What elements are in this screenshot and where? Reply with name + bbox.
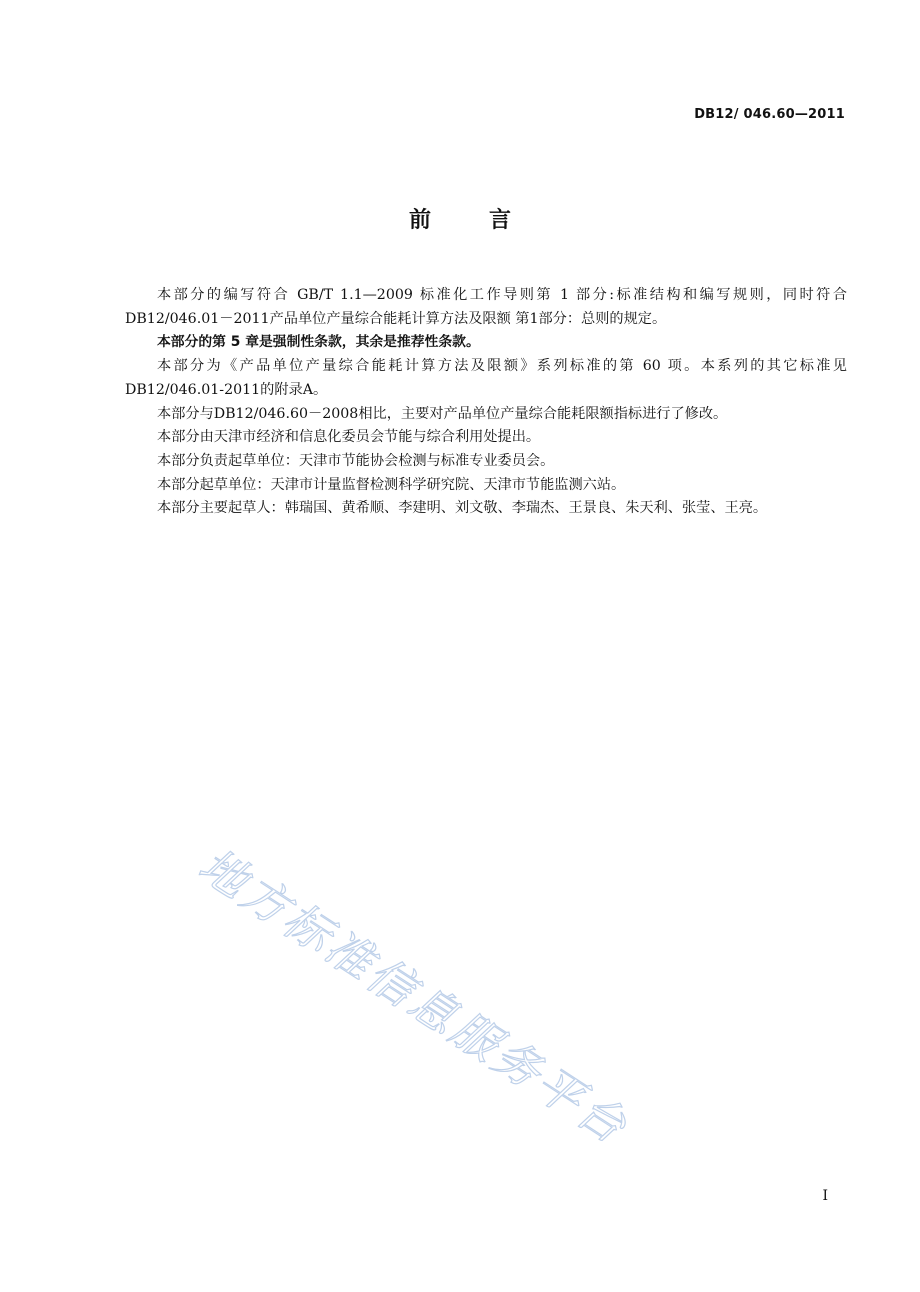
watermark: 地方标准信息服务平台 — [189, 837, 639, 1156]
paragraph-responsible-unit: 本部分负责起草单位：天津市节能协会检测与标准专业委员会。 — [157, 452, 555, 469]
paragraph-drafting-rules: 本部分的编写符合 GB/T 1.1—2009 标准化工作导则第 1 部分:标准结构和编写规则，同时符合DB12/046.01－2011产品单位产量综合能耗计算方法及限额 第1部分：总则的规定。 — [125, 287, 847, 327]
paragraph-mandatory-clause: 本部分的第 5 章是强制性条款，其余是推荐性条款。 — [157, 334, 480, 351]
paragraph-proposer: 本部分由天津市经济和信息化委员会节能与综合利用处提出。 — [157, 429, 541, 446]
document-code: DB12/ 046.60—2011 — [694, 107, 845, 122]
foreword-body — [125, 284, 847, 521]
title-char-1: 前 — [408, 208, 431, 233]
page-title — [0, 203, 920, 234]
paragraph-drafters: 本部分主要起草人：韩瑞国、黄希顺、李建明、刘文敬、李瑞杰、王景良、朱天利、张莹、王亮。 — [157, 500, 768, 517]
title-char-2: 言 — [489, 208, 512, 233]
paragraph-drafting-units: 本部分起草单位：天津市计量监督检测科学研究院、天津市节能监测六站。 — [157, 476, 626, 493]
page-number: I — [822, 1188, 828, 1204]
paragraph-series-info: 本部分为《产品单位产量综合能耗计算方法及限额》系列标准的第 60 项。本系列的其它标准见DB12/046.01-2011的附录A。 — [125, 358, 847, 398]
paragraph-revision: 本部分与DB12/046.60－2008相比，主要对产品单位产量综合能耗限额指标进行了修改。 — [157, 405, 728, 422]
